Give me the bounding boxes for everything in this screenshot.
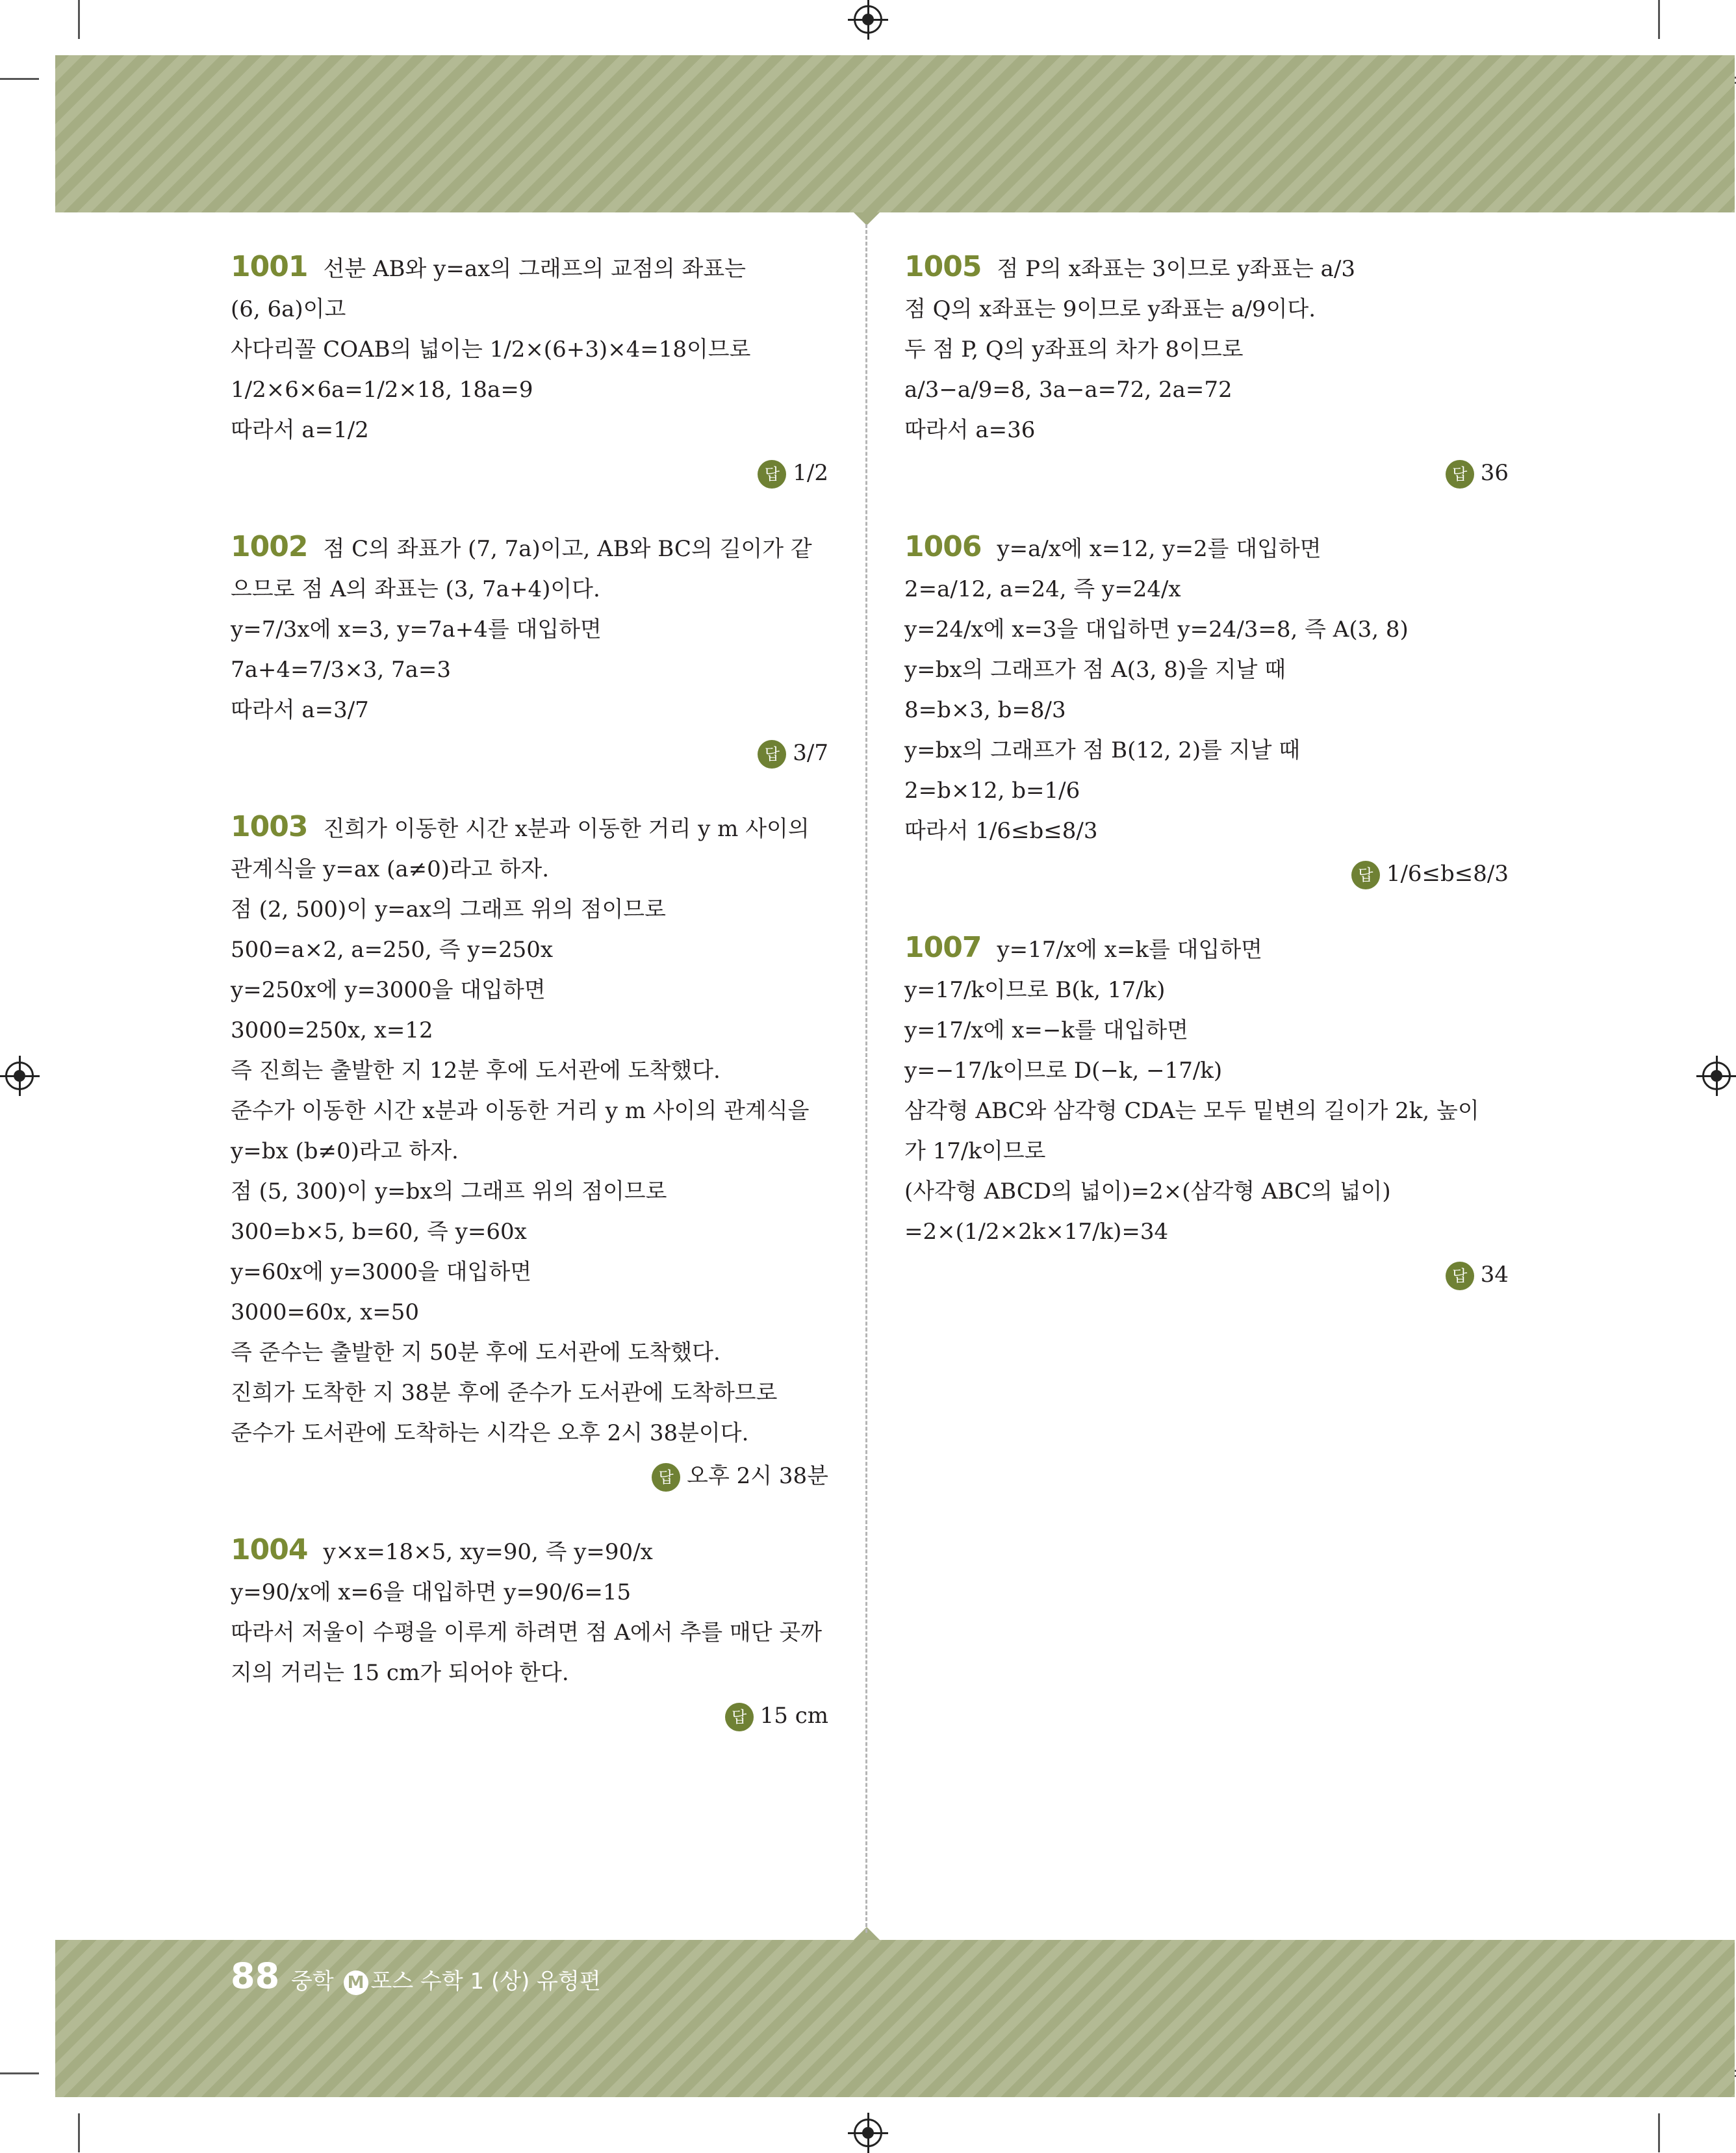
problem-number: 1005 — [904, 250, 982, 283]
answer-badge-icon: 답 — [1351, 861, 1380, 889]
problem-1002 — [231, 527, 828, 773]
solution-text: 2=a/12, a=24, 즉 y=24/x — [904, 576, 1181, 602]
solution-text: 으므로 점 A의 좌표는 (3, 7a+4)이다. — [231, 576, 600, 602]
solution-line — [231, 1572, 828, 1612]
solution-line — [904, 370, 1509, 410]
answer-badge-icon: 답 — [758, 460, 786, 489]
solution-text: 따라서 a=36 — [904, 417, 1036, 443]
answer-row — [904, 854, 1509, 894]
solution-line — [231, 1332, 828, 1373]
solution-line — [904, 928, 1509, 970]
solution-line — [904, 1051, 1509, 1091]
solution-text: y=bx의 그래프가 점 B(12, 2)를 지날 때 — [904, 737, 1301, 763]
problem-1005 — [904, 247, 1509, 493]
solution-text: =2×(1/2×2k×17/k)=34 — [904, 1219, 1169, 1245]
solution-line — [904, 609, 1509, 650]
answer-row — [231, 1696, 828, 1736]
solution-text: 즉 준수는 출발한 지 50분 후에 도서관에 도착했다. — [231, 1340, 721, 1366]
answer-value: 1/6≤b≤8/3 — [1386, 861, 1509, 887]
left-column — [231, 247, 828, 1736]
solution-text: 가 17/k이므로 — [904, 1138, 1046, 1164]
solution-text: 따라서 1/6≤b≤8/3 — [904, 818, 1098, 844]
solution-line — [904, 650, 1509, 690]
solution-line — [231, 1292, 828, 1332]
solution-text: 2=b×12, b=1/6 — [904, 778, 1080, 804]
solution-text: y=a/x에 x=12, y=2를 대입하면 — [997, 536, 1321, 562]
answer-value: 1/2 — [793, 460, 828, 486]
problem-number: 1007 — [904, 931, 982, 964]
solution-line — [231, 609, 828, 650]
crop-mark-left-top — [0, 78, 39, 80]
problem-number: 1002 — [231, 530, 308, 563]
book-prefix: 중학 — [291, 1968, 334, 1994]
solution-text: y=7/3x에 x=3, y=7a+4를 대입하면 — [231, 617, 602, 643]
solution-line — [231, 1653, 828, 1693]
problem-1006 — [904, 527, 1509, 894]
right-column — [904, 247, 1509, 1295]
solution-text: 따라서 a=1/2 — [231, 417, 369, 443]
solution-line — [231, 289, 828, 329]
crop-mark-top-right — [1658, 0, 1660, 39]
answer-badge-icon: 답 — [652, 1463, 680, 1492]
problem-number: 1006 — [904, 530, 982, 563]
solution-line — [231, 1051, 828, 1091]
solution-text: 사다리꼴 COAB의 넓이는 1/2×(6+3)×4=18이므로 — [231, 337, 751, 363]
solution-line — [904, 1171, 1509, 1212]
answer-value: 오후 2시 38분 — [687, 1463, 828, 1489]
solution-text: 1/2×6×6a=1/2×18, 18a=9 — [231, 377, 533, 403]
solution-line — [904, 690, 1509, 730]
solution-text: 즉 진희는 출발한 지 12분 후에 도서관에 도착했다. — [231, 1058, 721, 1084]
solution-line — [904, 970, 1509, 1010]
solution-line — [231, 1010, 828, 1051]
solution-text: 준수가 이동한 시간 x분과 이동한 거리 y m 사이의 관계식을 — [231, 1098, 810, 1124]
answer-row — [904, 453, 1509, 493]
answer-badge-icon: 답 — [1446, 1262, 1474, 1290]
solution-line — [231, 807, 828, 849]
registration-mark-left-icon — [5, 1062, 34, 1090]
solution-line — [231, 1373, 828, 1413]
solution-line — [904, 1131, 1509, 1171]
solution-line — [231, 930, 828, 970]
solution-line — [231, 849, 828, 889]
solution-text: 500=a×2, a=250, 즉 y=250x — [231, 937, 554, 963]
column-divider — [865, 224, 867, 1933]
brand-logo-icon: M — [344, 1970, 368, 1995]
registration-mark-bottom-icon — [854, 2119, 882, 2147]
solution-line — [231, 329, 828, 370]
problem-1004 — [231, 1530, 828, 1736]
solution-text: 지의 거리는 15 cm가 되어야 한다. — [231, 1660, 569, 1686]
registration-mark-right-icon — [1702, 1062, 1731, 1090]
solution-text: 삼각형 ABC와 삼각형 CDA는 모두 밑변의 길이가 2k, 높이 — [904, 1098, 1479, 1124]
problem-1001 — [231, 247, 828, 493]
solution-text: 선분 AB와 y=ax의 그래프의 교점의 좌표는 — [323, 256, 747, 282]
solution-line — [231, 1131, 828, 1171]
problem-1007 — [904, 928, 1509, 1295]
solution-line — [231, 370, 828, 410]
solution-text: 3000=60x, x=50 — [231, 1299, 419, 1325]
solution-text: 점 (5, 300)이 y=bx의 그래프 위의 점이므로 — [231, 1178, 667, 1204]
solution-line — [904, 811, 1509, 851]
solution-line — [231, 650, 828, 690]
header-band — [55, 55, 1735, 212]
solution-text: 점 (2, 500)이 y=ax의 그래프 위의 점이므로 — [231, 897, 666, 923]
solution-line — [231, 247, 828, 289]
solution-line — [904, 569, 1509, 609]
solution-text: 따라서 a=3/7 — [231, 697, 369, 723]
solution-text: 300=b×5, b=60, 즉 y=60x — [231, 1219, 527, 1245]
solution-text: y=bx (b≠0)라고 하자. — [231, 1138, 459, 1164]
solution-line — [904, 730, 1509, 771]
solution-text: y=250x에 y=3000을 대입하면 — [231, 977, 546, 1003]
solution-text: 두 점 P, Q의 y좌표의 차가 8이므로 — [904, 337, 1244, 363]
solution-line — [231, 410, 828, 450]
answer-value: 34 — [1480, 1262, 1509, 1288]
solution-line — [231, 1212, 828, 1252]
answer-row — [904, 1255, 1509, 1295]
solution-text: 진희가 이동한 시간 x분과 이동한 거리 y m 사이의 — [323, 816, 810, 842]
solution-line — [231, 1530, 828, 1572]
solution-text: 점 P의 x좌표는 3이므로 y좌표는 a/3 — [997, 256, 1356, 282]
answer-badge-icon: 답 — [758, 740, 786, 769]
crop-mark-top-left — [78, 0, 80, 39]
solution-line — [904, 289, 1509, 329]
registration-mark-top-icon — [854, 5, 882, 34]
solution-line — [231, 1413, 828, 1453]
solution-line — [904, 1212, 1509, 1252]
solution-text: 점 C의 좌표가 (7, 7a)이고, AB와 BC의 길이가 같 — [323, 536, 812, 562]
solution-text: y=60x에 y=3000을 대입하면 — [231, 1259, 532, 1285]
solution-text: 진희가 도착한 지 38분 후에 준수가 도서관에 도착하므로 — [231, 1380, 778, 1406]
solution-text: y=17/x에 x=k를 대입하면 — [997, 937, 1263, 963]
solution-text: (6, 6a)이고 — [231, 296, 346, 322]
solution-text: 따라서 저울이 수평을 이루게 하려면 점 A에서 추를 매단 곳까 — [231, 1620, 823, 1646]
answer-row — [231, 733, 828, 773]
solution-line — [904, 771, 1509, 811]
solution-text: 준수가 도서관에 도착하는 시각은 오후 2시 38분이다. — [231, 1420, 749, 1446]
book-title — [291, 1963, 601, 1995]
solution-line — [904, 410, 1509, 450]
solution-line — [231, 569, 828, 609]
page-number: 88 — [231, 1956, 280, 1996]
solution-line — [904, 247, 1509, 289]
solution-text: y=bx의 그래프가 점 A(3, 8)을 지날 때 — [904, 657, 1286, 683]
solution-text: y=17/x에 x=−k를 대입하면 — [904, 1017, 1189, 1043]
solution-line — [231, 889, 828, 930]
solution-text: 관계식을 y=ax (a≠0)라고 하자. — [231, 856, 550, 882]
answer-value: 15 cm — [760, 1703, 828, 1729]
solution-line — [231, 1091, 828, 1131]
solution-line — [231, 970, 828, 1010]
solution-text: (사각형 ABCD의 넓이)=2×(삼각형 ABC의 넓이) — [904, 1178, 1391, 1204]
solution-text: y=24/x에 x=3을 대입하면 y=24/3=8, 즉 A(3, 8) — [904, 617, 1409, 643]
answer-row — [231, 1456, 828, 1496]
answer-value: 3/7 — [793, 740, 828, 766]
solution-text: y=90/x에 x=6을 대입하면 y=90/6=15 — [231, 1579, 632, 1605]
problem-number: 1003 — [231, 810, 308, 843]
solution-line — [231, 1171, 828, 1212]
solution-text: 8=b×3, b=8/3 — [904, 697, 1066, 723]
book-title-text: 포스 수학 1 (상) 유형편 — [370, 1968, 601, 1994]
solution-line — [904, 329, 1509, 370]
problem-number: 1004 — [231, 1533, 308, 1566]
solution-text: y×x=18×5, xy=90, 즉 y=90/x — [323, 1539, 653, 1565]
solution-line — [231, 690, 828, 730]
answer-badge-icon: 답 — [725, 1703, 754, 1731]
header-notch — [854, 212, 880, 225]
solution-line — [231, 1252, 828, 1292]
problem-number: 1001 — [231, 250, 308, 283]
answer-badge-icon: 답 — [1446, 460, 1474, 489]
solution-line — [904, 527, 1509, 569]
solution-line — [231, 1612, 828, 1653]
problem-1003 — [231, 807, 828, 1496]
solution-text: a/3−a/9=8, 3a−a=72, 2a=72 — [904, 377, 1232, 403]
answer-row — [231, 453, 828, 493]
solution-text: 7a+4=7/3×3, 7a=3 — [231, 657, 451, 683]
crop-mark-bottom-left — [78, 2113, 80, 2152]
solution-text: y=17/k이므로 B(k, 17/k) — [904, 977, 1166, 1003]
solution-text: 점 Q의 x좌표는 9이므로 y좌표는 a/9이다. — [904, 296, 1316, 322]
answer-value: 36 — [1480, 460, 1509, 486]
solution-line — [231, 527, 828, 569]
solution-text: y=−17/k이므로 D(−k, −17/k) — [904, 1058, 1223, 1084]
crop-mark-bottom-right — [1658, 2113, 1660, 2152]
solution-line — [904, 1010, 1509, 1051]
solution-line — [904, 1091, 1509, 1131]
solution-text: 3000=250x, x=12 — [231, 1017, 433, 1043]
crop-mark-left-bottom — [0, 2072, 39, 2074]
